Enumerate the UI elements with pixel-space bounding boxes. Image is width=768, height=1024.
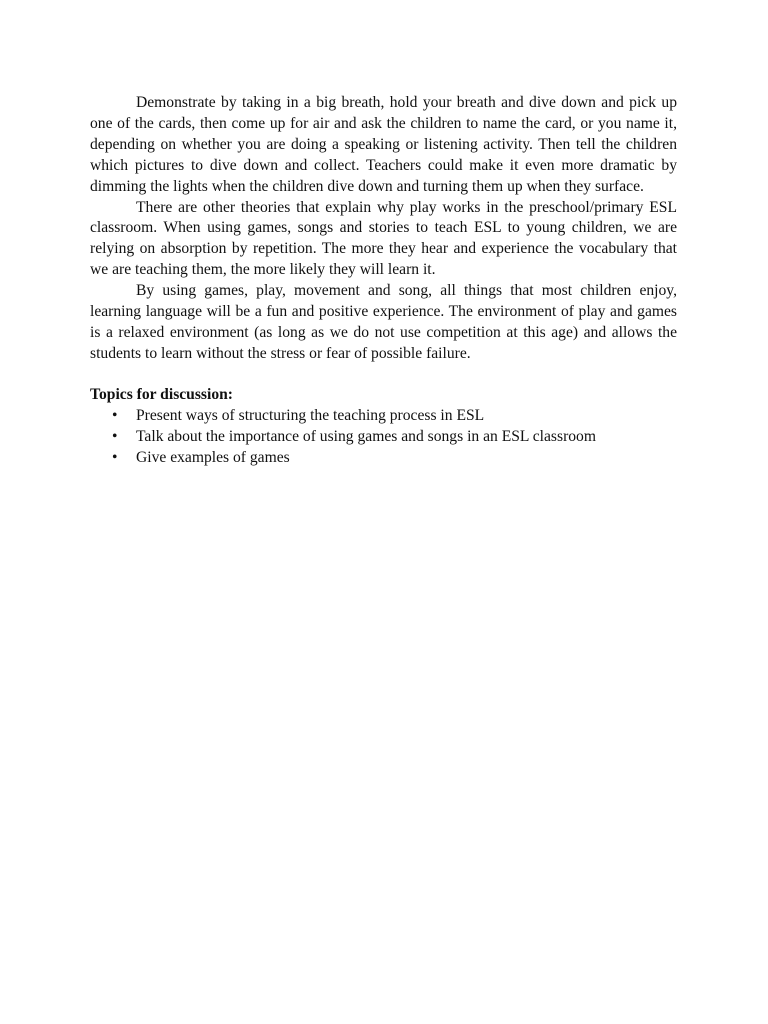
topic-item <box>90 448 677 469</box>
bullet-icon: • <box>112 406 118 424</box>
paragraph-dive-activity: Demonstrate by taking in a big breath, hold your breath and dive down and pick up one of the cards, then come up for air and ask the children to name the card, or you name it, depending on whether you are doing a speaking or listening activity. Then tell the children which pictures to dive down and collect. Teachers could make it even more dramatic by dimming the lights when the children dive down and turning them up when they surface. <box>90 94 677 195</box>
topic-text: Give examples of games <box>136 448 290 466</box>
paragraph-games-environment: By using games, play, movement and song, all things that most children enjoy, learning language will be a fun and positive experience. The environment of play and games is a relaxed environment (as long as we do not use competition at this age) and allows the students to learn without the stress or fear of possible failure. <box>90 282 677 362</box>
topics-list <box>90 406 677 469</box>
document-page <box>90 93 677 468</box>
topics-heading: Topics for discussion: <box>90 385 233 403</box>
bullet-icon: • <box>112 448 118 466</box>
paragraph-play-theories: There are other theories that explain why play works in the preschool/primary ESL classroom. When using games, songs and stories to teach ESL to young children, we are relying on absorption by repetition. The more they hear and experience the vocabulary that we are teaching them, the more likely they will learn it. <box>90 198 677 279</box>
topic-item <box>90 406 677 427</box>
topic-item <box>90 427 677 448</box>
bullet-icon: • <box>112 427 118 445</box>
topic-text: Present ways of structuring the teaching process in ESL <box>136 406 485 424</box>
topic-text: Talk about the importance of using games and songs in an ESL classroom <box>136 427 596 445</box>
